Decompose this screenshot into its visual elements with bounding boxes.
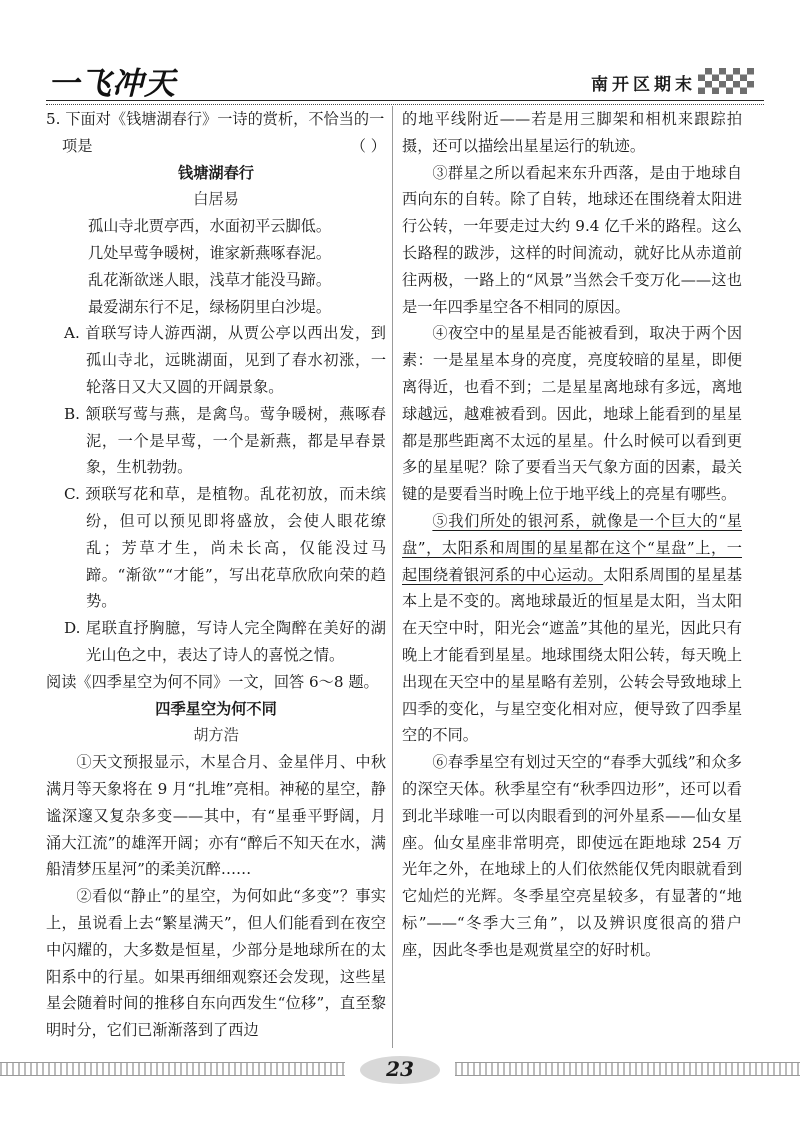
answer-paren: （ ） xyxy=(350,136,386,155)
paragraph-5-rest: 太阳系周围的星星基本上是不变的。离地球最近的恒星是太阳，当太阳在天空中时，阳光会“遮盖”其他的星光，因此只有晚上才能看到星星。地球围绕太阳公转，每天晚上出现在天空中的星星略有差别，公转会导致地球上四季的变化，与星空变化相对应，便导致了四季星空的不同。 xyxy=(402,565,743,745)
poem-line: 几处早莺争暖树，谁家新燕啄春泥。 xyxy=(88,243,331,262)
question-5-line2 xyxy=(46,133,386,160)
paragraph-2-end: 的地平线附近——若是用三脚架和相机来跟踪拍摄，还可以描绘出星星运行的轨迹。 xyxy=(402,110,742,155)
paragraph-1: ①天文预报显示，木星合月、金星伴月、中秋满月等天象将在 9 月“扎堆”亮相。神秘的星空，静谧深邃又复杂多变——其中，有“星垂平野阔，月涌大江流”的雄浑开阔；亦有“醉后不知天在水，满船清梦压星河”的柔美沉醉…… xyxy=(46,753,386,879)
question-5-stem-end: 项是 xyxy=(62,136,93,155)
question-5-line1: 5. 下面对《钱塘湖春行》一诗的赏析，不恰当的一 xyxy=(46,110,385,128)
page-number: 23 xyxy=(386,1057,414,1081)
series-logo: 一飞冲天 xyxy=(48,66,176,102)
page-header xyxy=(38,58,764,104)
header-title: 南开区期末 xyxy=(591,75,696,95)
poem-author: 白居易 xyxy=(193,190,239,209)
right-column xyxy=(402,106,742,964)
footer-pattern-left xyxy=(0,1062,345,1076)
paragraph-5 xyxy=(402,508,742,749)
footer-pattern-right xyxy=(455,1062,800,1076)
column-divider xyxy=(392,106,393,1048)
option-c: C. 颈联写花和草，是植物。乱花初放，而未缤纷，但可以预见即将盛放，会使人眼花缭乱；芳草才生，尚未长高，仅能没过马蹄。“渐欲”“才能”，写出花草欣欣向荣的趋势。 xyxy=(64,485,386,611)
option-b: B. 颔联写莺与燕，是禽鸟。莺争暖树，燕啄春泥，一个是早莺，一个是新燕，都是早春景象，生机勃勃。 xyxy=(64,404,386,477)
header-divider xyxy=(46,100,764,101)
poem-line: 乱花渐欲迷人眼，浅草才能没马蹄。 xyxy=(88,270,331,289)
poem-line: 最爱湖东行不足，绿杨阴里白沙堤。 xyxy=(88,297,331,316)
paragraph-6: ⑥春季星空有划过天空的“春季大弧线”和众多的深空天体。秋季星空有“秋季四边形”，还可以看到北半球唯一可以肉眼看到的河外星系——仙女星座。仙女星座非常明亮，即使远在距地球 254 万光年之外，在地球上的人们依然能仅凭肉眼就看到它灿烂的光辉。冬季星空亮星较多，有显著的“地标”——“冬季大三角”，以及辨识度很高的猎户座，因此冬季也是观赏星空的好时机。 xyxy=(402,753,742,959)
option-d: D. 尾联直抒胸臆，写诗人完全陶醉在美好的湖光山色之中，表达了诗人的喜悦之情。 xyxy=(64,619,386,664)
page-footer xyxy=(0,1050,800,1090)
article-author: 胡方浩 xyxy=(193,726,239,745)
poem-title: 钱塘湖春行 xyxy=(178,163,254,182)
poem-line: 孤山寺北贾亭西，水面初平云脚低。 xyxy=(88,217,331,236)
checker-decoration-icon xyxy=(698,68,754,94)
header-dotted-divider xyxy=(46,104,764,105)
paragraph-5-underlined: ⑤我们所处的银河系，就像是一个巨大的“星盘”，太阳系和周围的星星都在这个“星盘”上，一起围绕着银河系的中心运动。 xyxy=(402,511,742,584)
left-column xyxy=(46,106,386,1044)
paragraph-3: ③群星之所以看起来东升西落，是由于地球自西向东的自转。除了自转，地球还在围绕着太阳进行公转，一年要走过大约 9.4 亿千米的路程。这么长路程的跋涉，这样的时间流动，就好比从赤道前往两极，一路上的“风景”当然会千变万化——这也是一年四季星空各不相同的原因。 xyxy=(402,163,742,316)
paragraph-2-start: ②看似“静止”的星空，为何如此“多变”？事实上，虽说看上去“繁星满天”，但人们能看到在夜空中闪耀的，大多数是恒星，少部分是地球所在的太阳系中的行星。如果再细细观察还会发现，这些星星会随着时间的推移自东向西发生“位移”，直至黎明时分，它们已渐渐落到了西边 xyxy=(46,887,386,1040)
option-a: A. 首联写诗人游西湖，从贾公亭以西出发，到孤山寺北，远眺湖面，见到了春水初涨，一轮落日又大又圆的开阔景象。 xyxy=(64,324,386,396)
article-title: 四季星空为何不同 xyxy=(155,699,277,718)
paragraph-4: ④夜空中的星星是否能被看到，取决于两个因素：一是星星本身的亮度，亮度较暗的星星，即便离得近，也看不到；二是星星离地球有多远，离地球越远，越难被看到。因此，地球上能看到的星星都是那些距离不太远的星星。什么时候可以看到更多的星星呢？除了要看当天气象方面的因素，最关键的是要看当时晚上位于地平线上的亮星有哪些。 xyxy=(402,324,742,504)
reading-intro: 阅读《四季星空为何不同》一文，回答 6～8 题。 xyxy=(46,672,379,691)
